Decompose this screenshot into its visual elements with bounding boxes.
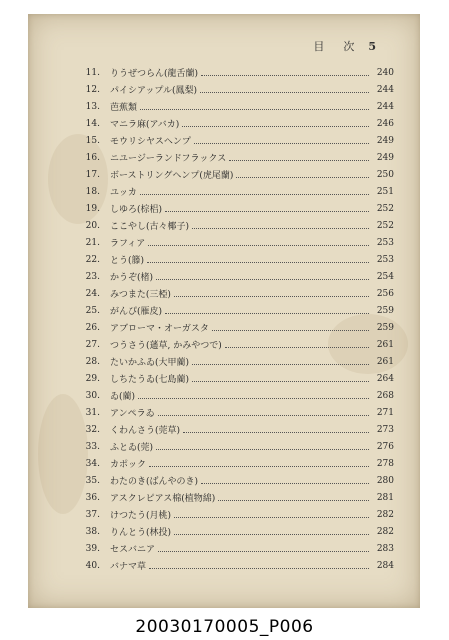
toc-leader-dots (225, 338, 369, 348)
toc-entry-number: 30. (85, 390, 100, 401)
toc-entry-page: 264 (376, 373, 394, 384)
toc-entry-number: 20. (85, 220, 100, 231)
toc-entry (74, 540, 394, 557)
toc-entry-title: ユッカ (110, 188, 137, 198)
toc-entry-title: わたのき(ばんやのき) (110, 477, 199, 487)
toc-entry-title: けつたう(月桃) (110, 511, 172, 521)
toc-entry-number: 16. (85, 152, 100, 163)
toc-leader-dots (192, 372, 369, 382)
toc-entry (74, 302, 394, 319)
toc-leader-dots (165, 202, 369, 212)
toc-entry (74, 404, 394, 421)
toc-entry-title: かうぞ(楮) (110, 273, 154, 283)
toc-leader-dots (201, 66, 369, 76)
toc-entry (74, 438, 394, 455)
toc-leader-dots (140, 100, 369, 110)
toc-entry-page: 283 (376, 543, 394, 554)
toc-leader-dots (183, 423, 369, 433)
toc-entry-title: アブローマ・オーガスタ (110, 324, 209, 334)
toc-entry-page: 256 (376, 288, 394, 299)
toc-entry (74, 523, 394, 540)
toc-entry-title: くわんさう(莞草) (110, 426, 181, 436)
toc-leader-dots (158, 406, 369, 416)
toc-entry (74, 557, 394, 574)
toc-leader-dots (174, 287, 369, 297)
toc-leader-dots (156, 440, 369, 450)
toc-entry-number: 34. (85, 458, 100, 469)
toc-entry-number: 37. (85, 509, 100, 520)
toc-entry-page: 261 (376, 339, 394, 350)
toc-entry-page: 252 (376, 220, 394, 231)
toc-entry-title: ここやし(古々椰子) (110, 222, 190, 232)
toc-entry-number: 26. (85, 322, 100, 333)
toc-entry (74, 353, 394, 370)
toc-entry (74, 98, 394, 115)
toc-entry-number: 12. (85, 84, 100, 95)
toc-entry-page: 250 (376, 169, 394, 180)
toc-entry-page: 259 (376, 322, 394, 333)
toc-entry-title: ボーストリングヘンプ(虎尾蘭) (110, 171, 234, 181)
toc-entry-page: 251 (376, 186, 394, 197)
toc-entry-page: 284 (376, 560, 394, 571)
toc-entry-title: バナマ草 (110, 562, 147, 572)
toc-entry (74, 115, 394, 132)
toc-leader-dots (182, 117, 369, 127)
toc-entry-number: 32. (85, 424, 100, 435)
toc-entry (74, 472, 394, 489)
toc-entry-number: 18. (85, 186, 100, 197)
toc-leader-dots (200, 83, 369, 93)
toc-entry (74, 64, 394, 81)
toc-entry-number: 29. (85, 373, 100, 384)
toc-entry-page: 253 (376, 254, 394, 265)
toc-entry (74, 149, 394, 166)
toc-entry-title: りうぜつらん(龍舌蘭) (110, 69, 199, 79)
toc-leader-dots (236, 168, 369, 178)
toc-entry-number: 22. (85, 254, 100, 265)
toc-entry-number: 40. (85, 560, 100, 571)
toc-entry-page: 282 (376, 509, 394, 520)
toc-leader-dots (174, 525, 369, 535)
toc-entry-title: パイシアップル(鳳梨) (110, 86, 198, 96)
toc-entry-number: 24. (85, 288, 100, 299)
image-caption: 20030170005_P006 (135, 617, 314, 637)
toc-entry (74, 234, 394, 251)
toc-entry (74, 268, 394, 285)
toc-entry (74, 319, 394, 336)
toc-entry-number: 17. (85, 169, 100, 180)
toc-leader-dots (212, 321, 369, 331)
toc-entry-page: 246 (376, 118, 394, 129)
toc-entry (74, 251, 394, 268)
toc-entry-page: 244 (376, 84, 394, 95)
toc-entry-title: ふとゐ(莞) (110, 443, 154, 453)
toc-entry-title: アンペラゐ (110, 409, 155, 419)
toc-entry-number: 15. (85, 135, 100, 146)
toc-leader-dots (192, 219, 369, 229)
toc-entry-title: しゆろ(棕梠) (110, 205, 163, 215)
toc-entry (74, 489, 394, 506)
toc-entry (74, 81, 394, 98)
table-of-contents (74, 64, 394, 574)
toc-leader-dots (140, 185, 369, 195)
toc-entry-number: 38. (85, 526, 100, 537)
toc-entry-page: 244 (376, 101, 394, 112)
toc-entry-title: ニユージーランドフラックス (110, 154, 227, 164)
toc-entry-title: マニラ麻(アバカ) (110, 120, 180, 130)
toc-leader-dots (194, 134, 369, 144)
toc-entry-title: セスバニア (110, 545, 156, 555)
toc-entry-number: 33. (85, 441, 100, 452)
toc-entry-page: 273 (376, 424, 394, 435)
toc-entry-title: カポック (110, 460, 147, 470)
toc-leader-dots (148, 236, 369, 246)
toc-entry-title: がんぴ(雁皮) (110, 307, 163, 317)
toc-entry-title: たいかふゐ(大甲藺) (110, 358, 190, 368)
toc-entry (74, 285, 394, 302)
toc-entry-title: ゐ(藺) (110, 392, 136, 402)
toc-leader-dots (218, 491, 369, 501)
toc-leader-dots (149, 457, 369, 467)
toc-entry-title: つうさう(蓪草, かみやつで) (110, 341, 222, 351)
toc-entry-title: モウリシヤスヘンプ (110, 137, 191, 147)
toc-leader-dots (192, 355, 369, 365)
header-title: 目 次 (313, 40, 359, 53)
toc-entry-page: 253 (376, 237, 394, 248)
toc-entry-number: 23. (85, 271, 100, 282)
toc-entry-title: みつまた(三椏) (110, 290, 171, 300)
toc-entry (74, 455, 394, 472)
toc-entry-title: アスクレピアス棉(植物綿) (110, 494, 216, 504)
toc-entry-page: 252 (376, 203, 394, 214)
toc-entry-number: 31. (85, 407, 100, 418)
toc-entry-page: 268 (376, 390, 394, 401)
toc-entry-title: とう(籐) (110, 256, 145, 266)
toc-entry-number: 39. (85, 543, 100, 554)
toc-entry-page: 282 (376, 526, 394, 537)
toc-entry-number: 13. (85, 101, 100, 112)
toc-entry-number: 25. (85, 305, 100, 316)
toc-entry (74, 166, 394, 183)
toc-entry-page: 278 (376, 458, 394, 469)
toc-entry-number: 19. (85, 203, 100, 214)
toc-entry-title: ラフィア (110, 239, 146, 249)
toc-leader-dots (165, 304, 369, 314)
toc-entry-page: 249 (376, 152, 394, 163)
toc-entry-title: しちたうゐ(七島藺) (110, 375, 190, 385)
toc-leader-dots (149, 559, 369, 569)
toc-entry (74, 183, 394, 200)
toc-entry-page: 254 (376, 271, 394, 282)
toc-entry (74, 336, 394, 353)
toc-entry-title: りんとう(林投) (110, 528, 172, 538)
toc-leader-dots (138, 389, 369, 399)
toc-entry-page: 249 (376, 135, 394, 146)
toc-leader-dots (201, 474, 369, 484)
toc-entry (74, 132, 394, 149)
page-header (313, 38, 376, 54)
toc-entry-number: 36. (85, 492, 100, 503)
toc-entry-number: 14. (85, 118, 100, 129)
toc-leader-dots (147, 253, 369, 263)
toc-entry (74, 370, 394, 387)
toc-entry-number: 11. (85, 67, 100, 78)
toc-entry-page: 276 (376, 441, 394, 452)
toc-entry (74, 200, 394, 217)
toc-entry-page: 240 (376, 67, 394, 78)
toc-entry-number: 35. (85, 475, 100, 486)
toc-entry (74, 217, 394, 234)
toc-entry-number: 28. (85, 356, 100, 367)
toc-entry (74, 506, 394, 523)
toc-leader-dots (229, 151, 369, 161)
toc-entry-title: 芭蕉類 (110, 103, 138, 113)
header-page-number: 5 (368, 40, 376, 53)
toc-leader-dots (174, 508, 369, 518)
toc-entry-number: 21. (85, 237, 100, 248)
book-page (28, 14, 420, 608)
toc-entry-page: 271 (376, 407, 394, 418)
toc-entry-page: 281 (376, 492, 394, 503)
toc-entry (74, 387, 394, 404)
toc-entry-page: 280 (376, 475, 394, 486)
toc-entry-page: 261 (376, 356, 394, 367)
toc-leader-dots (156, 270, 369, 280)
toc-entry-page: 259 (376, 305, 394, 316)
toc-leader-dots (158, 542, 369, 552)
toc-entry-number: 27. (85, 339, 100, 350)
toc-entry (74, 421, 394, 438)
